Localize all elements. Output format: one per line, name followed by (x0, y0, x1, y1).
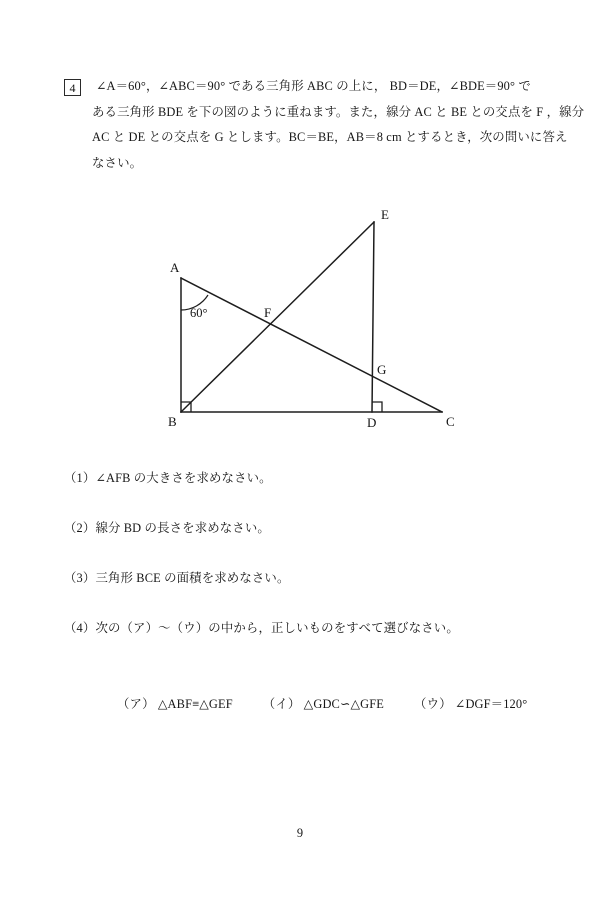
question-number: （1） (64, 471, 96, 485)
choice-text: △GDC∽△GFE (303, 697, 385, 711)
segment-ED (372, 222, 374, 412)
choice-list (117, 694, 527, 714)
question-item (64, 468, 534, 488)
vertex-label-F: F (264, 305, 272, 320)
problem-number-box: 4 (64, 79, 81, 96)
problem-text-line: なさい。 (92, 155, 143, 170)
question-item (64, 518, 534, 538)
question-number: （4） (64, 621, 96, 635)
problem-text-line: AC と DE との交点を G とします。BC＝BE，AB＝8 cm とするとき，次の問いに答え (92, 130, 568, 144)
vertex-label-B: B (168, 414, 177, 429)
problem-statement (64, 74, 585, 176)
question-text: 線分 BD の長さを求めなさい。 (95, 521, 270, 535)
segment-AC (181, 278, 442, 412)
angle-label-60: 60° (190, 306, 208, 320)
right-angle-D (372, 402, 382, 412)
choice-item-a (117, 694, 233, 714)
question-number: （2） (64, 521, 96, 535)
angle-arc-A (181, 295, 208, 310)
question-text: 次の（ア）～（ウ）の中から，正しいものをすべて選びなさい。 (95, 621, 459, 635)
choice-number: （ウ） (414, 697, 452, 711)
question-item (64, 618, 534, 638)
vertex-label-D: D (367, 415, 377, 430)
vertex-label-C: C (446, 414, 455, 429)
page-number: 9 (296, 826, 304, 840)
segment-BE (181, 222, 374, 412)
choice-item-u (414, 694, 527, 714)
vertex-label-E: E (381, 207, 389, 222)
choice-number: （ア） (117, 697, 155, 711)
problem-text-line: ∠A＝60°，∠ABC＝90° である三角形 ABC の上に， BD＝DE，∠BDE＝90° で (96, 79, 531, 93)
question-item (64, 568, 534, 588)
problem-text-line: ある三角形 BDE を下の図のように重ねます。また，線分 AC と BE との交点を F ，線分 (92, 104, 585, 119)
question-number: （3） (64, 571, 96, 585)
question-list (64, 468, 534, 638)
vertex-label-A: A (170, 260, 180, 275)
right-angle-B (181, 402, 191, 412)
problem-text (92, 74, 585, 176)
vertex-label-G: G (377, 362, 387, 377)
choice-text: △ABF≡△GEF (157, 697, 233, 711)
choice-text: ∠DGF＝120° (454, 697, 528, 711)
choice-number: （イ） (262, 697, 301, 711)
question-text: ∠AFB の大きさを求めなさい。 (95, 471, 272, 485)
question-text: 三角形 BCE の面積を求めなさい。 (95, 571, 290, 585)
choice-item-i (263, 694, 384, 714)
